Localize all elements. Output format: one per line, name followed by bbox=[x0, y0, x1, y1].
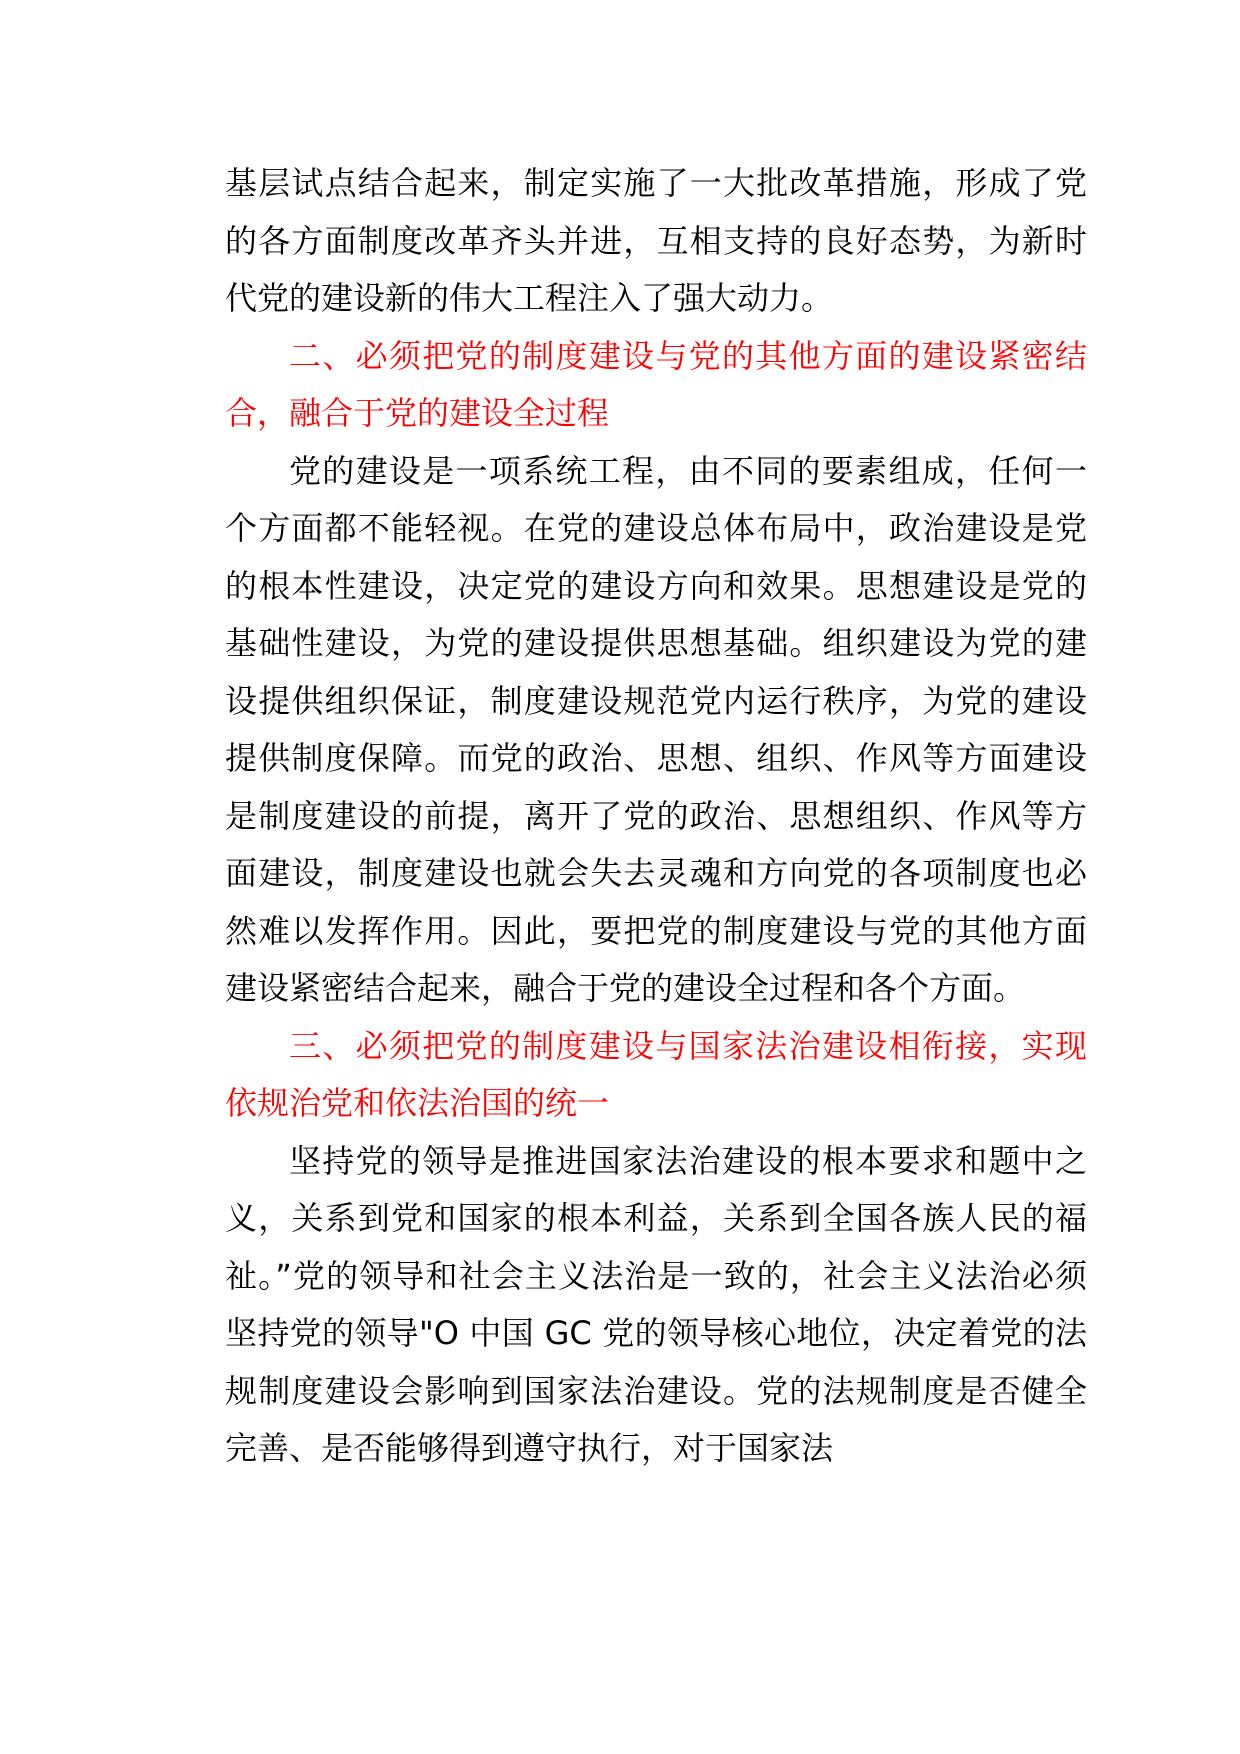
document-body bbox=[225, 155, 1087, 1478]
body-paragraph: 党的建设是一项系统工程，由不同的要素组成，任何一个方面都不能轻视。在党的建设总体布局中，政治建设是党的根本性建设，决定党的建设方向和效果。思想建设是党的基础性建设，为党的建设提供思想基础。组织建设为党的建设提供组织保证，制度建设规范党内运行秩序，为党的建设提供制度保障。而党的政治、思想、组织、作风等方面建设是制度建设的前提，离开了党的政治、思想组织、作风等方面建设，制度建设也就会失去灵魂和方向党的各项制度也必然难以发挥作用。因此，要把党的制度建设与党的其他方面建设紧密结合起来，融合于党的建设全过程和各个方面。 bbox=[225, 451, 1087, 1007]
section-heading-3: 三、必须把党的制度建设与国家法治建设相衔接，实现依规治党和依法治国的统一 bbox=[225, 1026, 1087, 1122]
body-paragraph-continued: 基层试点结合起来，制定实施了一大批改革措施，形成了党的各方面制度改革齐头并进，互相支持的良好态势，为新时代党的建设新的伟大工程注入了强大动力。 bbox=[225, 164, 1087, 317]
body-paragraph: 坚持党的领导是推进国家法治建设的根本要求和题中之义，关系到党和国家的根本利益，关系到全国各族人民的福祉。”党的领导和社会主义法治是一致的，社会主义法治必须坚持党的领导"O 中国 GC 党的领导核心地位，决定着党的法规制度建设会影响到国家法治建设。党的法规制度是否健全完善、是否能够得到遵守执行，对于国家法 bbox=[225, 1141, 1087, 1467]
section-heading-2: 二、必须把党的制度建设与党的其他方面的建设紧密结合，融合于党的建设全过程 bbox=[225, 336, 1087, 432]
